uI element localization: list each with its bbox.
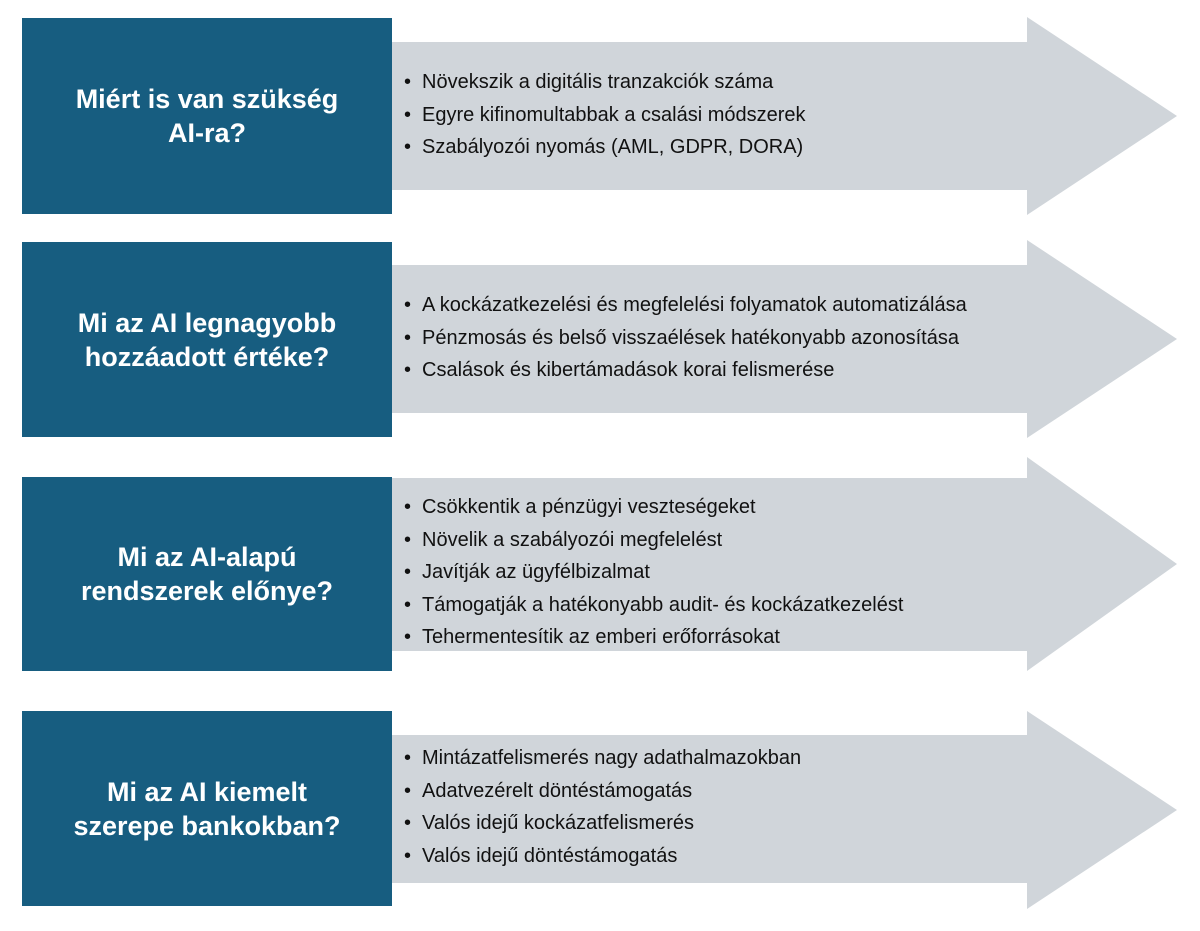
- bullet-text: Egyre kifinomultabbak a csalási módszerek: [422, 103, 806, 126]
- bullet-icon: •: [404, 528, 412, 551]
- bullet-list: [404, 742, 801, 872]
- bullet-icon: •: [404, 779, 412, 802]
- bullet-text: Támogatják a hatékonyabb audit- és kockázatkezelést: [422, 593, 904, 616]
- bullet-icon: •: [404, 326, 412, 349]
- bullet-text: Növekszik a digitális tranzakciók száma: [422, 71, 774, 93]
- list-item: [404, 840, 801, 873]
- question-title-line: AI-ra?: [167, 118, 246, 148]
- bullet-text: A kockázatkezelési és megfelelési folyamatok automatizálása: [422, 294, 967, 316]
- bullet-text: Csökkentik a pénzügyi veszteségeket: [422, 496, 756, 518]
- bullet-icon: •: [404, 71, 412, 93]
- bullet-text: Tehermentesítik az emberi erőforrásokat: [422, 626, 780, 649]
- bullet-text: Pénzmosás és belső visszaélések hatékonyabb azonosítása: [422, 326, 959, 349]
- bullet-icon: •: [404, 136, 412, 159]
- question-title-line: Mi az AI legnagyobb: [77, 307, 337, 338]
- question-title-line: szerepe bankokban?: [73, 810, 341, 841]
- bullet-text: Növelik a szabályozói megfelelést: [422, 528, 723, 551]
- list-item: [404, 775, 801, 808]
- bullet-text: Szabályozói nyomás (AML, GDPR, DORA): [422, 136, 804, 159]
- bullet-text: Adatvezérelt döntéstámogatás: [422, 779, 693, 802]
- bullet-icon: •: [404, 593, 412, 616]
- bullet-text: Mintázatfelismerés nagy adathalmazokban: [422, 747, 802, 769]
- bullet-icon: •: [404, 359, 412, 382]
- bullet-text: Csalások és kibertámadások korai felismerése: [422, 359, 835, 382]
- question-title-line: hozzáadott értéke?: [84, 341, 330, 372]
- bullet-text: Valós idejű kockázatfelismerés: [422, 812, 694, 835]
- question-title-line: rendszerek előnye?: [80, 576, 334, 606]
- bullet-icon: •: [404, 496, 412, 518]
- bullet-text: Valós idejű döntéstámogatás: [422, 844, 678, 867]
- bullet-text: Javítják az ügyfélbizalmat: [422, 561, 650, 584]
- bullet-icon: •: [404, 626, 412, 649]
- list-item: [404, 807, 801, 840]
- bullet-icon: •: [404, 844, 412, 867]
- list-item: [404, 742, 801, 775]
- question-title-line: Mi az AI-alapú: [117, 542, 297, 572]
- bullet-icon: •: [404, 812, 412, 835]
- bullet-icon: •: [404, 294, 412, 316]
- question-box: [22, 711, 392, 906]
- bullet-icon: •: [404, 561, 412, 584]
- question-title-line: Mi az AI kiemelt: [106, 776, 308, 807]
- question-title-line: Miért is van szükség: [75, 84, 339, 114]
- bullet-icon: •: [404, 747, 412, 769]
- bullet-icon: •: [404, 103, 412, 126]
